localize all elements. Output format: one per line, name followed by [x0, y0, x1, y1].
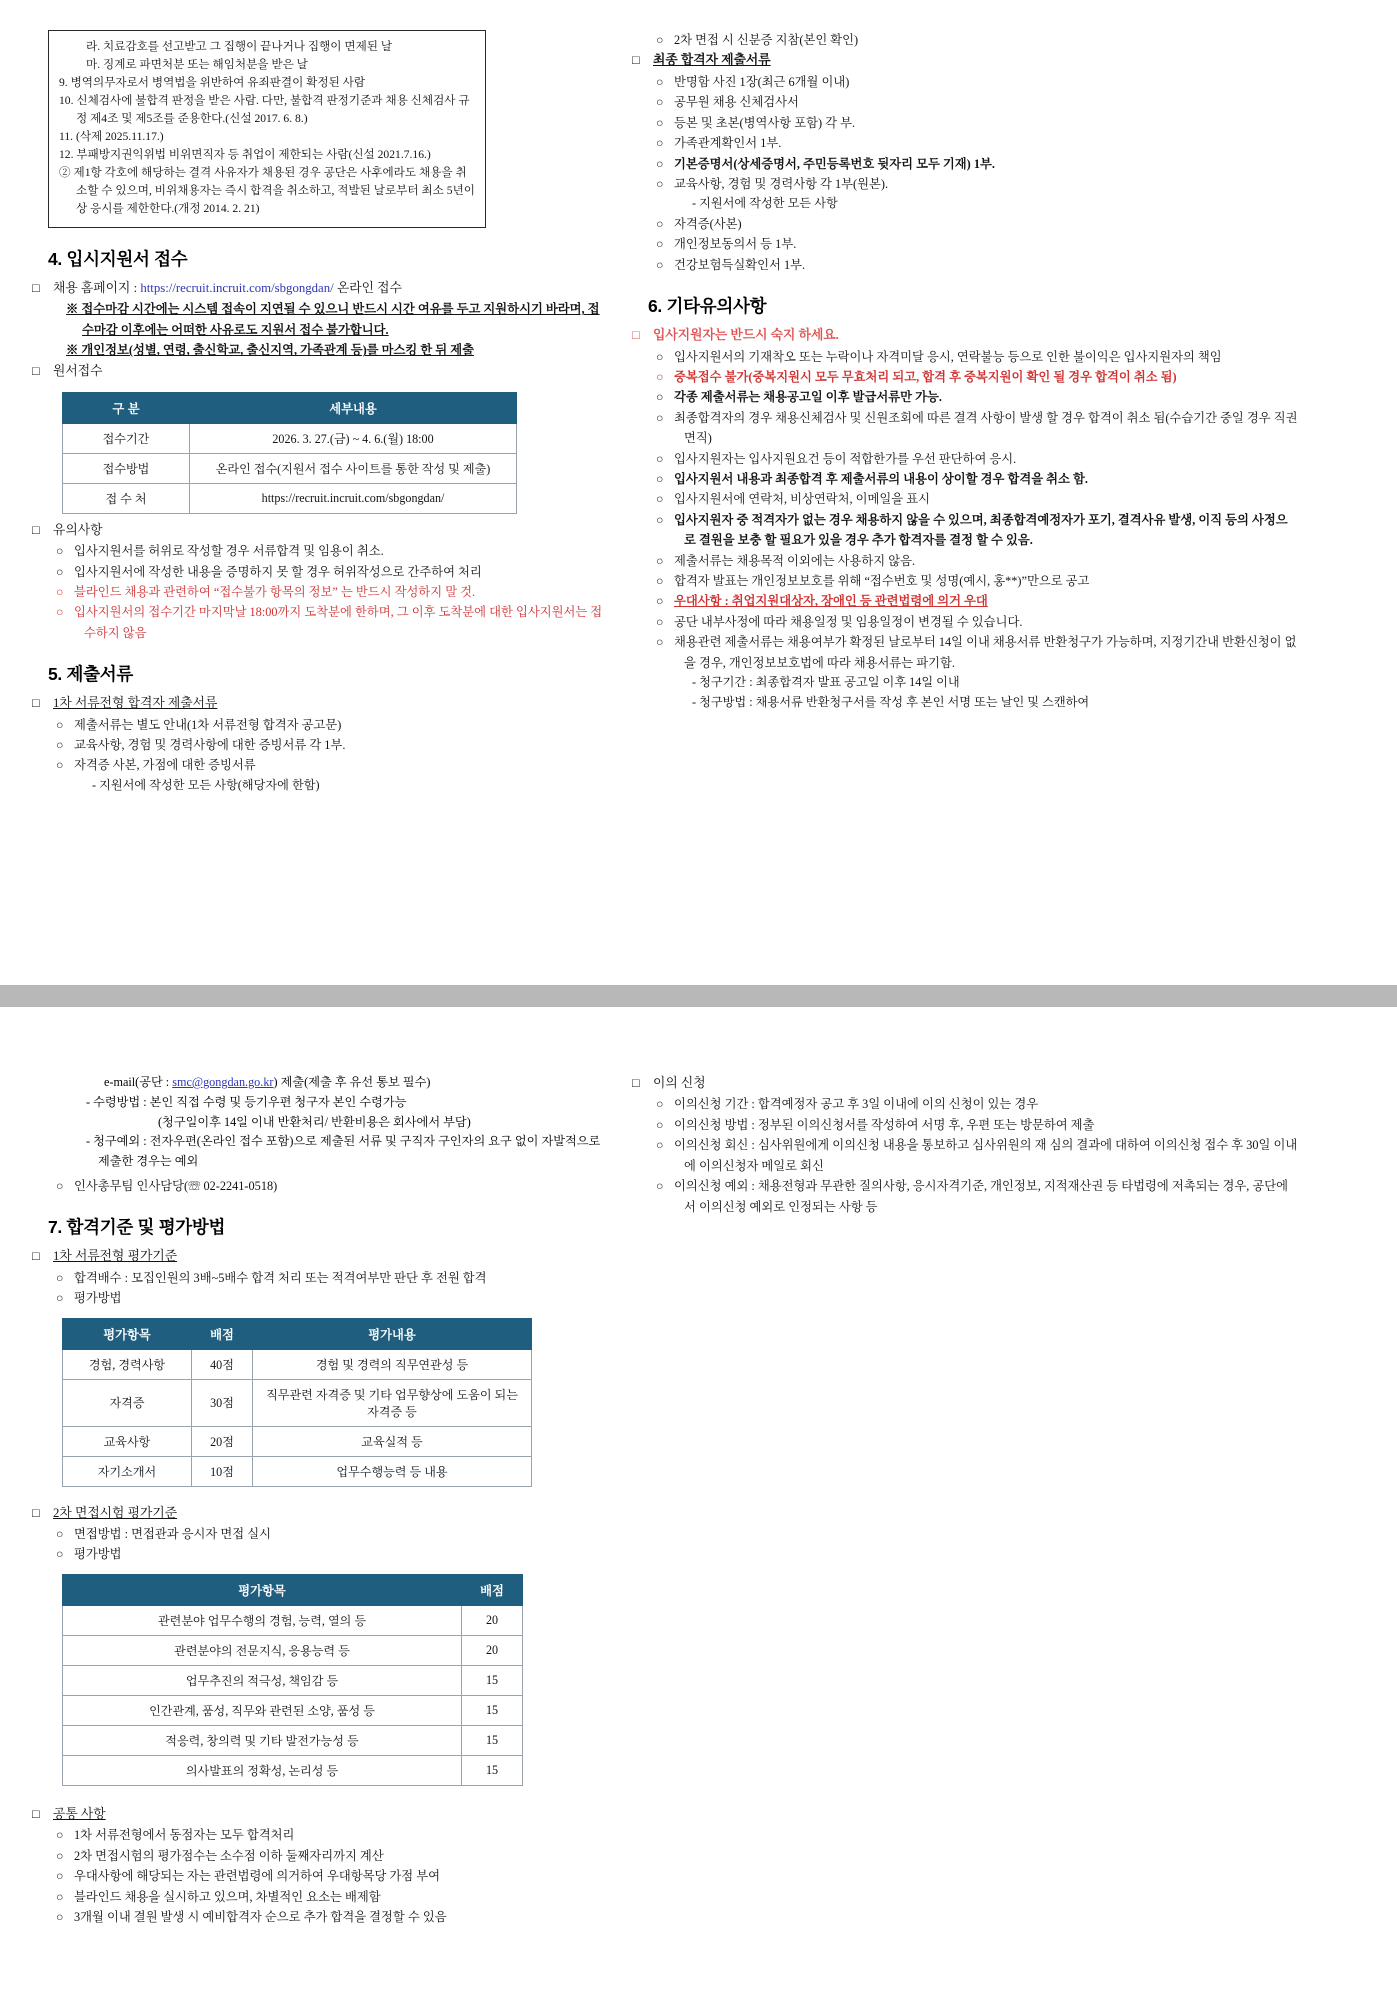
section-7-title: 7. 합격기준 및 평가방법: [48, 1217, 226, 1238]
cell-content: 경험 및 경력의 직무연관성 등: [253, 1349, 532, 1379]
table-row: [63, 1426, 532, 1456]
final-docs-header: □ 최종 합격자 제출서류: [632, 53, 771, 68]
section-6-title: 6. 기타유의사항: [648, 296, 767, 317]
final-doc-item: ○ 자격증(사본): [656, 216, 742, 231]
objection-text: 이의신청 방법 : 정부된 이의신청서를 작성하여 서명 후, 우편 또는 방문하여 제출: [674, 1117, 1095, 1132]
cell-item: 의사발표의 정확성, 논리성 등: [63, 1755, 462, 1785]
doc-text: 건강보험득실확인서 1부.: [674, 257, 806, 272]
criteria-item: ○ 면접방법 : 면접관과 응시자 면접 실시: [56, 1527, 271, 1542]
cell-method-value: 온라인 접수(지원서 접수 사이트를 통한 작성 및 제출): [190, 453, 517, 483]
table-row: [63, 1456, 532, 1486]
common-text: 2차 면접시험의 평가점수는 소수점 이하 둘째자리까지 계산: [74, 1848, 384, 1863]
caution-item-warning: ○ 블라인드 채용과 관련하여 “접수불가 항목의 정보” 는 반드시 작성하지 말 것.: [56, 584, 476, 599]
cell-points: 20: [462, 1635, 523, 1665]
notice-text: 입사지원자는 입사지원요건 등이 적합한가를 우선 판단하여 응시.: [674, 451, 1017, 466]
criteria-item: ○ 합격배수 : 모집인원의 3배~5배수 합격 처리 또는 적격여부만 판단 후 전원 합격: [56, 1270, 487, 1285]
notice-text: 중복접수 불가(중복지원시 모두 무효처리 되고, 합격 후 중복지원이 확인 될 경우 합격이 취소 됨): [674, 369, 1177, 384]
notice-text: 입사지원자 중 적격자가 없는 경우 채용하지 않을 수 있으며, 최종합격예정자가 포기, 결격사유 발생, 이직 등의 사정으로 결원을 보충 할 필요가 있을 경우 추가 합격자를 결정 할 수 있음.: [674, 512, 1288, 548]
cell-points: 15: [462, 1725, 523, 1755]
notice-text: 제출서류는 채용목적 이외에는 사용하지 않음.: [674, 553, 916, 568]
cautions-header: □ 유의사항: [32, 522, 103, 537]
final-doc-item: ○ 반명함 사진 1장(최근 6개월 이내): [656, 74, 850, 89]
notice-item: ○ 공단 내부사정에 따라 채용일정 및 임용일정이 변경될 수 있습니다.: [656, 614, 1023, 629]
table-row: [63, 1349, 532, 1379]
cell-method-label: 접수방법: [63, 453, 190, 483]
doc-text: 개인정보동의서 등 1부.: [674, 237, 797, 252]
criteria-text: 평가방법: [74, 1291, 122, 1306]
must-read-label: 입사지원자는 반드시 숙지 하세요.: [653, 328, 839, 343]
notice-text: 각종 제출서류는 채용공고일 이후 발급서류만 가능.: [674, 390, 942, 405]
column-header-item: 평가항목: [63, 1318, 192, 1349]
final-doc-item: ○ 개인정보동의서 등 1부.: [656, 237, 797, 252]
page-2: [0, 1007, 1397, 1996]
must-read-header: □ 입사지원자는 반드시 숙지 하세요.: [632, 328, 839, 343]
final-doc-item: ○ 교육사항, 경험 및 경력사항 각 1부(원본).: [656, 176, 889, 191]
common-items-header: □ 공통 사항: [32, 1806, 106, 1821]
page2-right-column: [632, 1073, 1298, 1927]
document-screening-score-table: [62, 1318, 532, 1487]
cell-item: 인간관계, 품성, 직무와 관련된 소양, 품성 등: [63, 1695, 462, 1725]
return-exception-line: - 청구예외 : 전자우편(온라인 접수 포함)으로 제출된 서류 및 구직자 구인자의 요구 없이 자발적으로 제출한 경우는 예외: [86, 1134, 601, 1169]
notice-item: ○ 입사지원서의 기재착오 또는 누락이나 자격미달 응시, 연락불능 등으로 인한 불이익은 입사지원자의 책임: [656, 349, 1222, 364]
cell-points: 30점: [192, 1379, 253, 1426]
caution-item: ○ 입사지원서를 허위로 작성할 경우 서류합격 및 임용이 취소.: [56, 544, 384, 559]
table-row: [63, 453, 517, 483]
cell-points: 10점: [192, 1456, 253, 1486]
return-cost-line: (청구일이후 14일 이내 반환처리/ 반환비용은 회사에서 부담): [158, 1114, 471, 1129]
cell-item: 업무추진의 적극성, 책임감 등: [63, 1665, 462, 1695]
page2-left-column: [32, 1073, 608, 1927]
table-row: [63, 483, 517, 513]
cell-item: 경험, 경력사항: [63, 1349, 192, 1379]
cell-item: 적응력, 창의력 및 기타 발전가능성 등: [63, 1725, 462, 1755]
first-round-doc-subnote: - 지원서에 작성한 모든 사항(해당자에 한함): [92, 777, 320, 792]
interview-id-item: ○ 2차 면접 시 신분증 지참(본인 확인): [656, 33, 859, 47]
common-text: 1차 서류전형에서 동점자는 모두 합격처리: [74, 1828, 295, 1843]
cell-site-label: 접 수 처: [63, 483, 190, 513]
table-row: [63, 1725, 523, 1755]
section-4-title: 4. 입시지원서 접수: [48, 248, 188, 269]
cell-points: 15: [462, 1695, 523, 1725]
notice-text: 최종합격자의 경우 채용신체검사 및 신원조회에 따른 결격 사항이 발생 할 경우 합격이 취소 됨(수습기간 중일 경우 직권 면직): [674, 410, 1298, 446]
legal-line: 11. (삭제 2025.11.17.): [59, 129, 164, 143]
legal-line: ② 제1항 각호에 해당하는 결격 사유자가 채용된 경우 공단은 사후에라도 채용을 취소할 수 있으며, 비위채용자는 즉시 합격을 취소하고, 적발된 날로부터 최소 5년이상 응시를 제한한다.(개정 2014. 2. 21): [59, 165, 475, 215]
notice-item: ○ 각종 제출서류는 채용공고일 이후 발급서류만 가능.: [656, 390, 942, 405]
legal-line: 12. 부패방지권익위법 비위면직자 등 취업이 제한되는 사람(신설 2021.7.16.): [59, 147, 431, 161]
cell-points: 20: [462, 1605, 523, 1635]
notice-item: ○ 입사지원서에 연락처, 비상연락처, 이메일을 표시: [656, 492, 931, 507]
page1-left-column: [32, 30, 608, 795]
objection-header: □ 이의 신청: [632, 1076, 706, 1090]
legal-line: 마. 징계로 파면처분 또는 해임처분을 받은 날: [86, 57, 308, 71]
final-docs-label: 최종 합격자 제출서류: [653, 53, 771, 68]
objection-item: ○ 이의신청 방법 : 정부된 이의신청서를 작성하여 서명 후, 우편 또는 방문하여 제출: [656, 1117, 1095, 1132]
final-doc-item: ○ 건강보험득실확인서 1부.: [656, 257, 806, 272]
deadline-note: ※ 접수마감 시간에는 시스템 접속이 지연될 수 있으니 반드시 시간 여유를 두고 지원하시기 바라며, 접수마감 이후에는 어떠한 사유로도 지원서 접수 불가합니다.: [66, 302, 600, 337]
second-round-criteria-header: □ 2차 면접시험 평가기준: [32, 1505, 178, 1520]
page1-right-column: [632, 30, 1298, 795]
cell-item: 관련분야 업무수행의 경험, 능력, 열의 등: [63, 1605, 462, 1635]
first-round-doc-item: ○ 제출서류는 별도 안내(1차 서류전형 합격자 공고문): [56, 717, 342, 732]
doc-text: 자격증 사본, 가점에 대한 증빙서류: [74, 758, 256, 773]
notice-text: 입사지원서 내용과 최종합격 후 제출서류의 내용이 상이할 경우 합격을 취소 함.: [674, 471, 1088, 486]
column-header-details: 세부내용: [190, 392, 517, 423]
cell-site-value: https://recruit.incruit.com/sbgongdan/: [190, 483, 517, 513]
notice-item: ○ 입사지원자 중 적격자가 없는 경우 채용하지 않을 수 있으며, 최종합격예정자가 포기, 결격사유 발생, 이직 등의 사정으로 결원을 보충 할 필요가 있을 경우 추가 합격자를 결정 할 수 있음.: [656, 512, 1288, 548]
recruit-homepage-row: □ 채용 홈페이지 : https://recruit.incruit.com/sbgongdan/ 온라인 접수: [32, 280, 402, 295]
application-receipt-row: □ 원서접수: [32, 364, 103, 379]
table-row: [63, 1695, 523, 1725]
notice-item: ○ 입사지원자는 입사지원요건 등이 적합한가를 우선 판단하여 응시.: [656, 451, 1017, 466]
notice-item: ○ 합격자 발표는 개인정보보호를 위해 “접수번호 및 성명(예시, 홍**)”만으로 공고: [656, 574, 1090, 589]
table-header-row: [63, 1318, 532, 1349]
common-item: ○ 블라인드 채용을 실시하고 있으며, 차별적인 요소는 배제함: [56, 1889, 381, 1904]
recruit-homepage-label: 채용 홈페이지 :: [53, 280, 141, 295]
cell-points: 20점: [192, 1426, 253, 1456]
cell-item: 관련분야의 전문지식, 응용능력 등: [63, 1635, 462, 1665]
column-header-division: 구 분: [63, 392, 190, 423]
final-doc-subnote: - 지원서에 작성한 모든 사항: [692, 196, 838, 211]
column-header-content: 평가내용: [253, 1318, 532, 1349]
page-1: [0, 0, 1397, 985]
objection-item: ○ 이의신청 회신 : 심사위원에게 이의신청 내용을 통보하고 심사위원의 재 심의 결과에 대하여 이의신청 접수 후 30일 이내에 이의신청자 메일로 회신: [656, 1138, 1298, 1173]
notice-item-warning: ○ 중복접수 불가(중복지원시 모두 무효처리 되고, 합격 후 중복지원이 확인 될 경우 합격이 취소 됨): [656, 369, 1177, 384]
email-address-link[interactable]: smc@gongdan.go.kr: [172, 1075, 274, 1089]
cell-item: 교육사항: [63, 1426, 192, 1456]
return-method-line: - 수령방법 : 본인 직접 수령 및 등기우편 청구자 본인 수령가능: [86, 1094, 407, 1109]
cell-points: 40점: [192, 1349, 253, 1379]
hr-contact-text: 인사총무팀 인사담당(☏ 02-2241-0518): [74, 1178, 278, 1193]
first-round-doc-item: ○ 자격증 사본, 가점에 대한 증빙서류: [56, 758, 256, 773]
table-header-row: [63, 1574, 523, 1605]
cell-item: 자기소개서: [63, 1456, 192, 1486]
notice-text: 채용관련 제출서류는 채용여부가 확정된 날로부터 14일 이내 채용서류 반환청구가 가능하며, 지정기간내 반환신청이 없을 경우, 개인정보보호법에 따라 채용서류는 파기함.: [674, 635, 1297, 670]
common-items-label: 공통 사항: [53, 1806, 106, 1821]
cell-points: 15: [462, 1755, 523, 1785]
table-row: [63, 1605, 523, 1635]
cell-content: 직무관련 자격증 및 기타 업무향상에 도움이 되는 자격증 등: [253, 1379, 532, 1426]
legal-quote-box: [48, 30, 486, 228]
cautions-label: 유의사항: [53, 522, 103, 537]
recruit-homepage-link[interactable]: https://recruit.incruit.com/sbgongdan/: [140, 280, 334, 295]
criteria-text: 합격배수 : 모집인원의 3배~5배수 합격 처리 또는 적격여부만 판단 후 전원 합격: [74, 1270, 487, 1285]
final-doc-item: ○ 등본 및 초본(병역사항 포함) 각 부.: [656, 115, 856, 130]
interview-score-table: [62, 1574, 523, 1786]
objection-text: 이의신청 회신 : 심사위원에게 이의신청 내용을 통보하고 심사위원의 재 심의 결과에 대하여 이의신청 접수 후 30일 이내에 이의신청자 메일로 회신: [674, 1138, 1298, 1173]
common-item: ○ 2차 면접시험의 평가점수는 소수점 이하 둘째자리까지 계산: [56, 1848, 384, 1863]
notice-subnote: - 청구기간 : 최종합격자 발표 공고일 이후 14일 이내: [692, 675, 960, 690]
caution-text: 입사지원서를 허위로 작성할 경우 서류합격 및 임용이 취소.: [74, 544, 384, 559]
cell-item: 자격증: [63, 1379, 192, 1426]
criteria-text: 면접방법 : 면접관과 응시자 면접 실시: [74, 1527, 271, 1542]
doc-text: 등본 및 초본(병역사항 포함) 각 부.: [674, 115, 856, 130]
doc-text: 공무원 채용 신체검사서: [674, 95, 799, 110]
common-item: ○ 우대사항에 해당되는 자는 관련법령에 의거하여 우대항목당 가점 부여: [56, 1869, 441, 1884]
caution-item: ○ 입사지원서에 작성한 내용을 증명하지 못 할 경우 허위작성으로 간주하여 처리: [56, 564, 482, 579]
notice-text: 입사지원서의 기재착오 또는 누락이나 자격미달 응시, 연락불능 등으로 인한 불이익은 입사지원자의 책임: [674, 349, 1222, 364]
section-5-title: 5. 제출서류: [48, 664, 133, 685]
first-round-docs-header: □ 1차 서류전형 합격자 제출서류: [32, 696, 218, 711]
criteria-text: 평가방법: [74, 1547, 122, 1562]
doc-text: 교육사항, 경험 및 경력사항에 대한 증빙서류 각 1부.: [74, 738, 346, 753]
objection-label: 이의 신청: [653, 1076, 706, 1090]
objection-text: 이의신청 기간 : 합격예정자 공고 후 3일 이내에 이의 신청이 있는 경우: [674, 1097, 1039, 1112]
common-item: ○ 1차 서류전형에서 동점자는 모두 합격처리: [56, 1828, 295, 1843]
common-text: 3개월 이내 결원 발생 시 예비합격자 순으로 추가 합격을 결정할 수 있음: [74, 1909, 447, 1924]
notice-text: 합격자 발표는 개인정보보호를 위해 “접수번호 및 성명(예시, 홍**)”만으로 공고: [674, 574, 1090, 589]
doc-text: 반명함 사진 1장(최근 6개월 이내): [674, 74, 850, 89]
email-submit-line: [104, 1073, 608, 1093]
criteria-item: ○ 평가방법: [56, 1547, 122, 1562]
table-row: [63, 423, 517, 453]
table-row: [63, 1635, 523, 1665]
doc-text: 기본증명서(상세증명서, 주민등록번호 뒷자리 모두 기재) 1부.: [674, 156, 995, 171]
recruit-homepage-suffix: 온라인 접수: [333, 280, 402, 295]
hr-contact-item: ○ 인사총무팀 인사담당(☏ 02-2241-0518): [56, 1178, 278, 1193]
table-row: [63, 1755, 523, 1785]
notice-text: 입사지원서에 연락처, 비상연락처, 이메일을 표시: [674, 492, 931, 507]
final-doc-item: ○ 가족관계확인서 1부.: [656, 136, 782, 151]
caution-text: 블라인드 채용과 관련하여 “접수불가 항목의 정보” 는 반드시 작성하지 말 것.: [74, 584, 476, 599]
email-suffix: ) 제출(제출 후 유선 통보 필수): [273, 1075, 431, 1089]
table-row: [63, 1665, 523, 1695]
legal-line: 10. 신체검사에 불합격 판정을 받은 사람. 다만, 불합격 판정기준과 채용 신체검사 규정 제4조 및 제5조를 준용한다.(신설 2017. 6. 8.): [59, 93, 470, 125]
column-header-points: 배점: [462, 1574, 523, 1605]
caution-item-warning: ○ 입사지원서의 접수기간 마지막날 18:00까지 도착분에 한하며, 그 이후 도착분에 대한 입사지원서는 접수하지 않음: [56, 605, 603, 640]
notice-item: ○ 채용관련 제출서류는 채용여부가 확정된 날로부터 14일 이내 채용서류 반환청구가 가능하며, 지정기간내 반환신청이 없을 경우, 개인정보보호법에 따라 채용서류는 파기함.: [656, 635, 1297, 670]
notice-item: ○ 최종합격자의 경우 채용신체검사 및 신원조회에 따른 결격 사항이 발생 할 경우 합격이 취소 됨(수습기간 중일 경우 직권 면직): [656, 410, 1298, 446]
interview-id-text: 2차 면접 시 신분증 지참(본인 확인): [674, 33, 859, 47]
cell-content: 교육실적 등: [253, 1426, 532, 1456]
privacy-masking-note: ※ 개인정보(성별, 연령, 출신학교, 출신지역, 가족관계 등)를 마스킹 한 뒤 제출: [66, 343, 475, 358]
email-prefix: e-mail(공단 :: [104, 1075, 173, 1089]
common-text: 블라인드 채용을 실시하고 있으며, 차별적인 요소는 배제함: [74, 1889, 381, 1904]
objection-item: ○ 이의신청 예외 : 채용전형과 무관한 질의사항, 응시자격기준, 개인정보, 지적재산권 등 타법령에 저촉되는 경우, 공단에서 이의신청 예외로 인정되는 사항 등: [656, 1179, 1288, 1214]
notice-item: ○ 입사지원서 내용과 최종합격 후 제출서류의 내용이 상이할 경우 합격을 취소 함.: [656, 471, 1088, 486]
column-header-item: 평가항목: [63, 1574, 462, 1605]
doc-text: 교육사항, 경험 및 경력사항 각 1부(원본).: [674, 176, 889, 191]
first-round-criteria-label: 1차 서류전형 평가기준: [53, 1249, 178, 1264]
doc-text: 가족관계확인서 1부.: [674, 136, 782, 151]
notice-text: 공단 내부사정에 따라 채용일정 및 임용일정이 변경될 수 있습니다.: [674, 614, 1023, 629]
column-gutter: [608, 30, 648, 795]
column-gutter: [608, 1073, 648, 1927]
application-receipt-label: 원서접수: [53, 364, 103, 379]
criteria-item: ○ 평가방법: [56, 1291, 122, 1306]
notice-item: ○ 제출서류는 채용목적 이외에는 사용하지 않음.: [656, 553, 916, 568]
first-round-doc-item: ○ 교육사항, 경험 및 경력사항에 대한 증빙서류 각 1부.: [56, 738, 346, 753]
cell-period-value: 2026. 3. 27.(금) ~ 4. 6.(월) 18:00: [190, 423, 517, 453]
notice-item-preference: ○ 우대사항 : 취업지원대상자, 장애인 등 관련법령에 의거 우대: [656, 594, 988, 609]
common-text: 우대사항에 해당되는 자는 관련법령에 의거하여 우대항목당 가점 부여: [74, 1869, 441, 1884]
column-header-points: 배점: [192, 1318, 253, 1349]
final-doc-item: ○ 공무원 채용 신체검사서: [656, 95, 799, 110]
application-receipt-table: [62, 392, 517, 514]
first-round-docs-label: 1차 서류전형 합격자 제출서류: [53, 696, 218, 711]
cell-period-label: 접수기간: [63, 423, 190, 453]
common-item: ○ 3개월 이내 결원 발생 시 예비합격자 순으로 추가 합격을 결정할 수 있음: [56, 1909, 447, 1924]
table-header-row: [63, 392, 517, 423]
first-round-criteria-header: □ 1차 서류전형 평가기준: [32, 1249, 178, 1264]
caution-text: 입사지원서에 작성한 내용을 증명하지 못 할 경우 허위작성으로 간주하여 처리: [74, 564, 482, 579]
second-round-criteria-label: 2차 면접시험 평가기준: [53, 1505, 178, 1520]
doc-text: 제출서류는 별도 안내(1차 서류전형 합격자 공고문): [74, 717, 342, 732]
objection-text: 이의신청 예외 : 채용전형과 무관한 질의사항, 응시자격기준, 개인정보, 지적재산권 등 타법령에 저촉되는 경우, 공단에서 이의신청 예외로 인정되는 사항 등: [674, 1179, 1288, 1214]
page-separator: [0, 985, 1397, 1007]
cell-content: 업무수행능력 등 내용: [253, 1456, 532, 1486]
legal-line: 9. 병역의무자로서 병역법을 위반하여 유죄판결이 확정된 사람: [59, 75, 366, 89]
doc-text: 자격증(사본): [674, 216, 742, 231]
table-row: [63, 1379, 532, 1426]
objection-item: ○ 이의신청 기간 : 합격예정자 공고 후 3일 이내에 이의 신청이 있는 경우: [656, 1097, 1039, 1112]
notice-text: 우대사항 : 취업지원대상자, 장애인 등 관련법령에 의거 우대: [674, 594, 988, 609]
final-doc-item: ○ 기본증명서(상세증명서, 주민등록번호 뒷자리 모두 기재) 1부.: [656, 156, 995, 171]
cell-points: 15: [462, 1665, 523, 1695]
legal-line: 라. 치료감호를 선고받고 그 집행이 끝나거나 집행이 면제된 날: [86, 40, 393, 53]
notice-subnote: - 청구방법 : 채용서류 반환청구서를 작성 후 본인 서명 또는 날인 및 스캔하여: [692, 694, 1090, 709]
caution-text: 입사지원서의 접수기간 마지막날 18:00까지 도착분에 한하며, 그 이후 도착분에 대한 입사지원서는 접수하지 않음: [74, 605, 603, 640]
